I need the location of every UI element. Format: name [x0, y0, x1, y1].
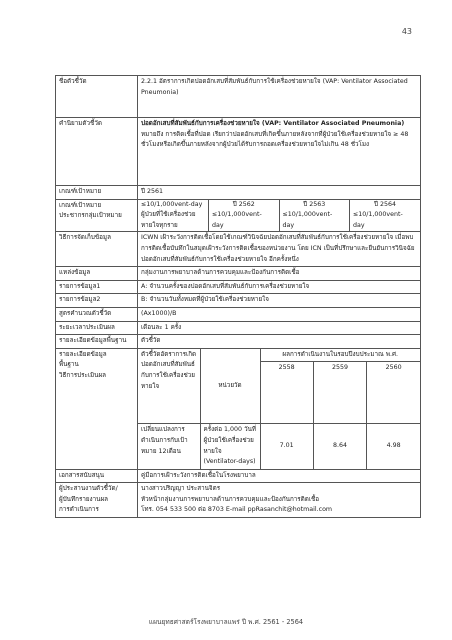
value-period: เดือนละ 1 ครั้ง	[138, 321, 421, 335]
baseline-year-2559: 2559	[313, 362, 366, 424]
row-target	[56, 186, 421, 200]
row-period	[56, 321, 421, 335]
label-source: แหล่งข้อมูล	[56, 267, 138, 281]
target-2561-line2: ผู้ป่วยที่ใช้เครื่องช่วย	[141, 211, 196, 219]
definition-title: ปอดอักเสบที่สัมพันธ์กับการเครื่องช่วยหายใจ (VAP: Ventilator Associated Pneumonia)	[141, 120, 405, 127]
value-data1: A: จำนวนครั้งของปอดอักเสบที่สัมพันธ์กับการเครื่องช่วยหายใจ	[138, 280, 421, 294]
value-formula: (Ax1000)/B	[138, 307, 421, 321]
target-2563-line3: day	[282, 221, 295, 229]
target-2564-line3: day	[353, 221, 365, 229]
baseline-row-unit: ครั้งต่อ 1,000 วันที่ผู้ป่วยใช้เครื่องช่วยหายใจ (Ventilator-days)	[200, 424, 260, 469]
baseline-year-2560: 2560	[367, 362, 420, 424]
label-definition: คำนิยามตัวชี้วัด	[56, 118, 138, 186]
target-col-2561	[138, 200, 209, 232]
target-2561-line1: ≤10/1,000vent-day	[141, 200, 203, 208]
value-contact	[138, 483, 421, 518]
row-formula	[56, 307, 421, 321]
label-baseline-2: พื้นฐาน	[59, 361, 79, 369]
contact-phone-email: โทร. 054 533 500 ต่อ 8703 E-mail ppRasanchit@hotmail.com	[141, 506, 333, 514]
label-formula: สูตรคำนวณตัวชี้วัด	[56, 307, 138, 321]
contact-position: หัวหน้ากลุ่มงานการพยาบาลด้านการควบคุมและป้องกันการติดเชื้อ	[141, 495, 320, 503]
target-col-2563	[279, 200, 350, 232]
page-footer: แผนยุทธศาสตร์โรงพยาบาลแพร่ ปี พ.ศ. 2561 - 2564	[148, 618, 304, 626]
row-target-years	[56, 199, 421, 232]
label-baseline-3: วิธีการประเมินผล	[59, 371, 107, 379]
row-baseline	[56, 348, 421, 469]
baseline-year-2558: 2558	[260, 362, 313, 424]
label-baseline	[56, 348, 138, 469]
label-data2: รายการข้อมูล2	[56, 294, 138, 308]
label-target: เกณฑ์เป้าหมาย	[56, 186, 138, 200]
label-contact	[56, 483, 138, 518]
value-method: ICWN เฝ้าระวังการติดเชื้อโดยใช้เกณฑ์วินิจฉัยปอดอักเสบที่สัมพันธ์กับการใช้เครื่องช่วยหายใจ เมื่อพบการติดเชื้อบันทึกในสมุดเฝ้าระวังการติดเชื้อของหน่วยงาน โดย ICN เป็นที่ปรึกษาและยืนยันการวินิจฉัยปอดอักเสบที่สัมพันธ์กับการใช้เครื่องช่วยหายใจ อีกครั้งหนึ่ง	[138, 232, 421, 267]
label-references: เอกสารสนับสนุน	[56, 469, 138, 483]
value-source: กลุ่มงานการพยาบาลด้านการควบคุมและป้องกันการติดเชื้อ	[138, 267, 421, 281]
target-2562-line2: ≤10/1,000vent-	[212, 211, 262, 219]
label-contact-1: ผู้ประสานงานตัวชี้วัด/	[59, 485, 118, 493]
label-indicator-name: ชื่อตัวชี้วัด	[56, 76, 138, 118]
target-2564-year: ปี 2564	[373, 200, 397, 208]
row-method	[56, 232, 421, 267]
baseline-results-table	[138, 349, 420, 469]
baseline-unit-header: หน่วยวัด	[200, 349, 260, 424]
row-definition	[56, 118, 421, 186]
label-method: วิธีการจัดเก็บข้อมูล	[56, 232, 138, 267]
baseline-result-header: ผลการดำเนินงานในรอบปีงบประมาณ พ.ศ.	[260, 349, 420, 362]
target-2562-year: ปี 2562	[232, 200, 255, 208]
target-2564-line2: ≤10/1,000vent-	[353, 211, 403, 219]
baseline-row-indicator: เปลี่ยนแปลงการดำเนินการกับเป้าหมาย 12เดือน	[138, 424, 200, 469]
label-target-years	[56, 199, 138, 232]
row-data1	[56, 280, 421, 294]
definition-body: หมายถึง การติดเชื้อที่ปอด เรียกว่าปอดอักเสบที่เกิดขึ้นภายหลังจากที่ผู้ป่วยใช้เครื่องช่วยหายใจ ≥ 48 ชั่วโมงหรือเกิดขึ้นภายหลังจากผู้ป่วยได้รับการถอดเครื่องช่วยหายใจไม่เกิน 48 ชั่วโมง	[141, 130, 409, 149]
target-2563-year: ปี 2563	[303, 200, 326, 208]
row-data2	[56, 294, 421, 308]
baseline-value-2559: 8.64	[313, 424, 366, 469]
value-indicator-name: 2.2.1 อัตราการเกิดปอดอักเสบที่สัมพันธ์กับการใช้เครื่องช่วยหายใจ (VAP: Ventilator Associated Pneumonia)	[138, 76, 421, 118]
target-col-2562	[209, 200, 280, 232]
baseline-value-2560: 4.98	[367, 424, 420, 469]
label-period: ระยะเวลาประเมินผล	[56, 321, 138, 335]
row-contact	[56, 483, 421, 518]
baseline-value-2558: 7.01	[260, 424, 313, 469]
target-2562-line3: day	[212, 221, 224, 229]
contact-name: นางสาวปริญญา ประสานจิตร	[141, 485, 221, 493]
target-2561-line3: หายใจทุกราย	[141, 221, 178, 229]
row-source	[56, 267, 421, 281]
baseline-table-cell	[138, 348, 421, 469]
row-indicator-name	[56, 76, 421, 118]
label-contact-2: ผู้บันทึกรายงานผล	[59, 495, 109, 503]
target-col-2564	[350, 200, 421, 232]
value-references: คู่มือการเฝ้าระวังการติดเชื้อในโรงพยาบาล	[138, 469, 421, 483]
row-ref-detail	[56, 335, 421, 349]
baseline-indicator-header: ตัวชี้วัดอัตราการเกิดปอดอักเสบที่สัมพันธ์กับการใช้เครื่องช่วยหายใจ	[138, 349, 200, 424]
row-references	[56, 469, 421, 483]
label-target-years-2: ประชากรกลุ่มเป้าหมาย	[59, 212, 122, 220]
label-ref-detail: รายละเอียดข้อมูลพื้นฐาน	[56, 335, 138, 349]
target-2563-line2: ≤10/1,000vent-	[282, 211, 333, 219]
label-target-years-1: เกณฑ์เป้าหมาย	[59, 201, 102, 209]
value-definition	[138, 118, 421, 186]
value-data2: B: จำนวนวันทั้งหมดที่ผู้ป่วยใช้เครื่องช่วยหายใจ	[138, 294, 421, 308]
indicator-table	[55, 75, 421, 518]
value-target: ปี 2561	[138, 186, 421, 200]
page-number: 43	[401, 27, 412, 36]
value-ref-detail: ตัวชี้วัด	[138, 335, 421, 349]
target-years-grid	[138, 200, 420, 232]
label-baseline-1: รายละเอียดข้อมูล	[59, 350, 107, 358]
label-contact-3: การดำเนินการ	[59, 506, 99, 514]
label-data1: รายการข้อมูล1	[56, 280, 138, 294]
value-target-years	[138, 199, 421, 232]
